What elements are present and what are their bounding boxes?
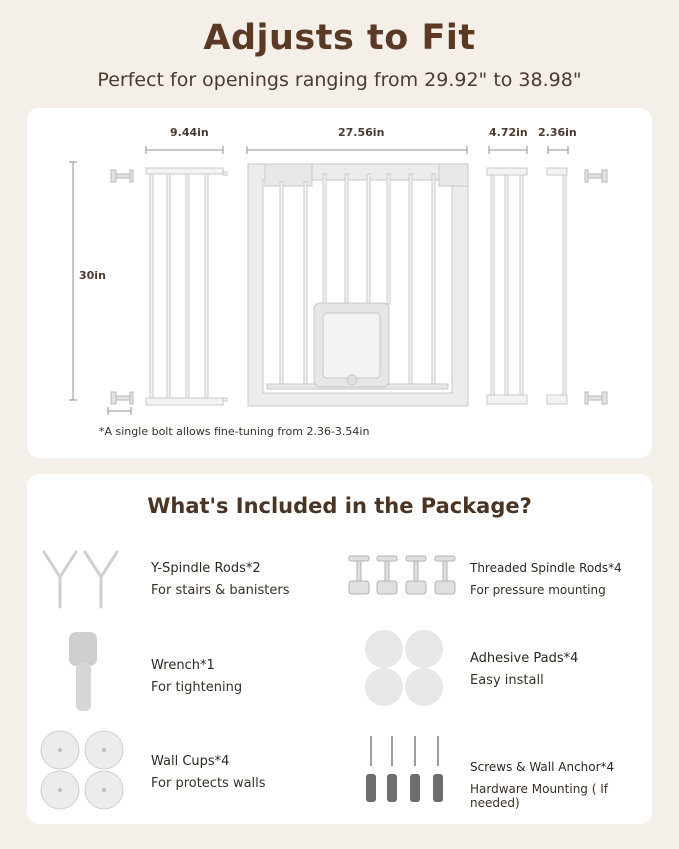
y-spindle-rod-icon xyxy=(44,552,117,607)
gate-diagram xyxy=(27,108,652,458)
item-name-threaded-spindle: Threaded Spindle Rods*4 xyxy=(470,561,622,575)
item-desc-wrench: For tightening xyxy=(151,680,243,695)
dimension-label-9-44: 9.44in xyxy=(170,126,209,139)
item-name-wrench: Wrench*1 xyxy=(151,658,215,673)
page-subtitle: Perfect for openings ranging from 29.92" to 38.98" xyxy=(97,69,582,91)
dimensions-card xyxy=(27,108,652,458)
page-title: Adjusts to Fit xyxy=(203,18,476,58)
main-gate xyxy=(248,164,468,406)
dimension-label-27-56: 27.56in xyxy=(338,126,385,139)
dimension-label-4-72: 4.72in xyxy=(489,126,528,139)
dimension-label-height: 30in xyxy=(79,269,106,282)
wrench-icon xyxy=(69,632,97,711)
package-card xyxy=(27,474,652,824)
item-name-wall-cups: Wall Cups*4 xyxy=(151,754,230,769)
left-spindle-bolts xyxy=(111,170,133,404)
item-desc-adhesive-pads: Easy install xyxy=(470,673,544,688)
item-desc-y-spindle: For stairs & banisters xyxy=(151,583,290,598)
dimension-label-2-36: 2.36in xyxy=(538,126,577,139)
threaded-spindle-rod-icon xyxy=(349,556,455,594)
fine-tuning-note: *A single bolt allows fine-tuning from 2.36-3.54in xyxy=(99,425,370,438)
screw-anchor-icon xyxy=(366,736,443,802)
wall-cup-icon xyxy=(41,731,123,809)
item-desc-screws: Hardware Mounting ( If needed) xyxy=(470,782,608,810)
right-spindle-bolts xyxy=(585,170,607,404)
item-name-y-spindle: Y-Spindle Rods*2 xyxy=(151,561,261,576)
item-desc-wall-cups: For protects walls xyxy=(151,776,266,791)
extension-2-36 xyxy=(547,168,567,404)
adhesive-pad-icon xyxy=(365,630,443,706)
package-title: What's Included in the Package? xyxy=(147,494,532,518)
item-name-adhesive-pads: Adhesive Pads*4 xyxy=(470,651,579,666)
item-desc-threaded-spindle: For pressure mounting xyxy=(470,583,606,597)
extension-9-44 xyxy=(146,168,227,405)
extension-4-72 xyxy=(487,168,527,404)
item-name-screws: Screws & Wall Anchor*4 xyxy=(470,760,615,774)
